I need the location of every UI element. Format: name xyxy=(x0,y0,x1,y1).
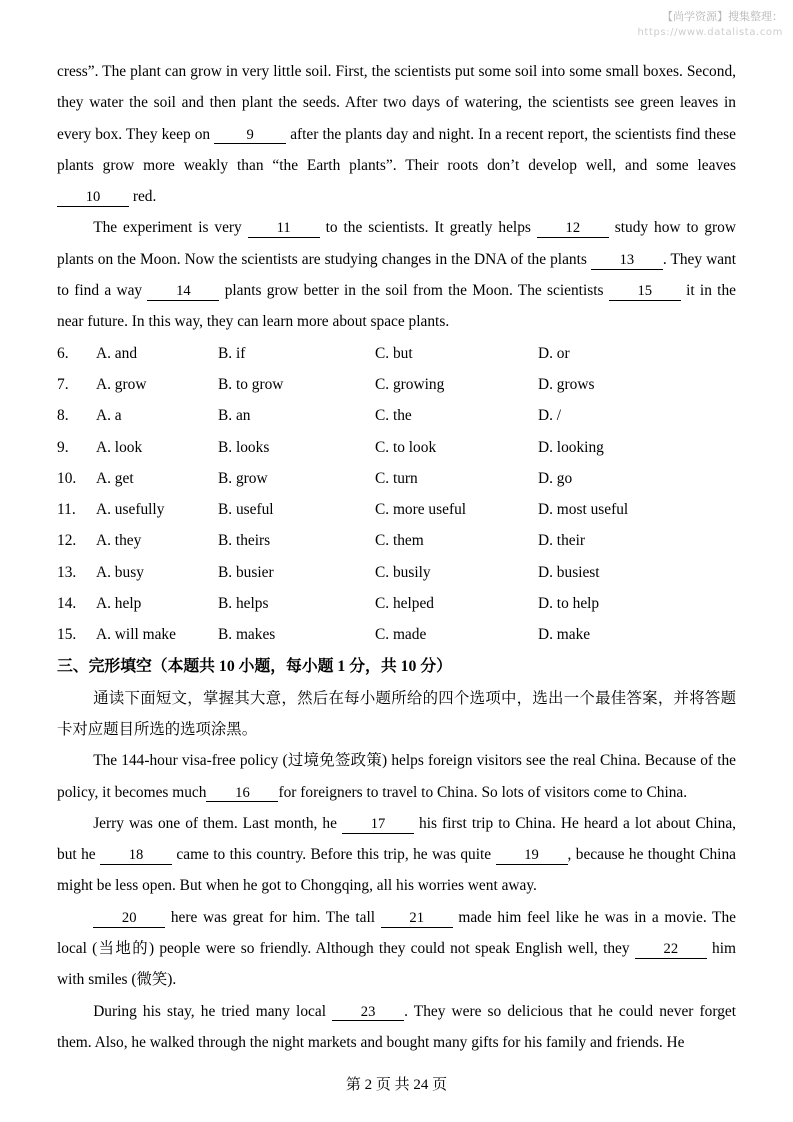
cloze-blank-19: 19 xyxy=(496,847,568,865)
question-number: 15. xyxy=(57,626,77,644)
text-run: him with smiles (微笑). xyxy=(57,940,736,989)
option-d: D. to help xyxy=(538,595,600,613)
cloze-blank-21: 21 xyxy=(381,910,453,928)
option-c: C. but xyxy=(375,344,413,362)
option-a xyxy=(57,619,218,650)
question-row-15 xyxy=(57,619,736,650)
page-content xyxy=(57,56,736,1058)
text-run: The experiment is very xyxy=(93,219,248,237)
question-number: 9. xyxy=(57,438,69,456)
question-row-6 xyxy=(57,338,736,369)
cloze-blank-20: 20 xyxy=(93,910,165,928)
option-a xyxy=(57,369,218,400)
cloze-blank-17: 17 xyxy=(342,816,414,834)
watermark-source-text: 【尚学资源】搜集整理： xyxy=(662,10,783,23)
option-label: A. help xyxy=(96,595,142,613)
option-c: C. the xyxy=(375,407,412,425)
option-d: D. grows xyxy=(538,375,595,393)
option-c: C. growing xyxy=(375,375,445,393)
option-label: A. usefully xyxy=(96,501,165,519)
passage-paragraph xyxy=(57,212,736,337)
cloze-blank-18: 18 xyxy=(100,847,172,865)
text-run: study how to grow plants on the Moon. Now the scientists are studying changes in the DNA of the plants xyxy=(57,219,736,268)
passage-paragraph xyxy=(57,996,736,1059)
watermark-url-text: https://www.datalista.com xyxy=(637,27,783,39)
cloze-blank-15: 15 xyxy=(609,283,681,301)
option-b: B. looks xyxy=(218,438,270,456)
option-a xyxy=(57,588,218,619)
text-run: Jerry was one of them. Last month, he xyxy=(93,814,342,832)
option-a xyxy=(57,463,218,494)
option-a xyxy=(57,525,218,556)
option-d: D. most useful xyxy=(538,501,629,519)
question-options-list xyxy=(57,338,736,651)
section-heading: 三、完形填空（本题共 10 小题，每小题 1 分，共 10 分） xyxy=(57,657,452,675)
cloze-blank-13: 13 xyxy=(591,252,663,270)
question-row-7 xyxy=(57,369,736,400)
option-c: C. to look xyxy=(375,438,437,456)
option-label: A. a xyxy=(96,407,122,425)
page-number-footer: 第 2 页 共 24 页 xyxy=(345,1077,448,1093)
passage-paragraph xyxy=(57,56,736,212)
passage-cress-experiment xyxy=(57,56,736,338)
question-row-12 xyxy=(57,525,736,556)
option-b: B. useful xyxy=(218,501,274,519)
option-label: A. get xyxy=(96,469,134,487)
question-row-11 xyxy=(57,494,736,525)
text-run: to the scientists. It greatly helps xyxy=(319,219,537,237)
option-b: B. theirs xyxy=(218,532,271,550)
text-run: . They want to find a way xyxy=(57,250,736,300)
option-label: A. busy xyxy=(96,563,144,581)
passage-paragraph xyxy=(57,745,736,808)
option-a xyxy=(57,494,218,525)
question-row-13 xyxy=(57,557,736,588)
text-run: here was great for him. The tall xyxy=(165,908,381,926)
option-d: D. go xyxy=(538,469,573,487)
option-a xyxy=(57,432,218,463)
text-run: red. xyxy=(129,188,157,206)
question-row-8 xyxy=(57,400,736,431)
option-c: C. made xyxy=(375,626,427,644)
question-row-14 xyxy=(57,588,736,619)
option-d: D. their xyxy=(538,532,586,550)
cloze-blank-12: 12 xyxy=(537,220,609,238)
passage-paragraph xyxy=(57,808,736,902)
option-label: A. look xyxy=(96,438,143,456)
passage-visa-free-policy xyxy=(57,745,736,1058)
cloze-blank-14: 14 xyxy=(147,283,219,301)
cloze-blank-16: 16 xyxy=(206,785,278,803)
cloze-blank-22: 22 xyxy=(635,941,707,959)
option-b: B. an xyxy=(218,407,251,425)
option-d: D. or xyxy=(538,344,570,362)
option-b: B. busier xyxy=(218,563,274,581)
text-run: plants grow better in the soil from the Moon. The scientists xyxy=(219,282,609,300)
option-c: C. turn xyxy=(375,469,418,487)
question-number: 8. xyxy=(57,407,69,425)
option-label: A. will make xyxy=(96,626,176,644)
text-run: after the plants day and night. In a recent report, the scientists find these plants grow more weakly than “the Earth plants”. Their roots don’t develop well, and some leaves xyxy=(57,125,737,174)
option-d: D. looking xyxy=(538,438,604,456)
option-b: B. if xyxy=(218,344,246,362)
section-instruction: 通读下面短文，掌握其大意，然后在每小题所给的四个选项中，选出一个最佳答案，并将答题卡对应题目所选的选项涂黑。 xyxy=(57,689,736,738)
option-c: C. helped xyxy=(375,595,434,613)
text-run: The 144-hour visa-free policy (过境免签政策) helps foreign visitors see the real China. Because of the policy, it becomes much xyxy=(57,752,736,801)
option-d: D. make xyxy=(538,626,591,644)
cloze-blank-23: 23 xyxy=(332,1004,404,1022)
question-number: 7. xyxy=(57,375,69,393)
text-run: . They were so delicious that he could never forget them. Also, he walked through the night markets and bought many gifts for his family and friends. He xyxy=(57,1002,737,1051)
option-label: A. grow xyxy=(96,375,147,393)
cloze-blank-10: 10 xyxy=(57,189,129,207)
option-b: B. to grow xyxy=(218,375,284,393)
question-number: 14. xyxy=(57,595,77,613)
option-c: C. them xyxy=(375,532,424,550)
option-b: B. makes xyxy=(218,626,276,644)
question-row-9 xyxy=(57,432,736,463)
option-a xyxy=(57,400,218,431)
text-run: for foreigners to travel to China. So lots of visitors come to China. xyxy=(278,783,688,801)
text-run: , because he thought China might be less open. But when he got to Chongqing, all his worries went away. xyxy=(57,846,736,895)
text-run: made him feel like he was in a movie. The local (当地的) people were so friendly. Although they could not speak English well, they xyxy=(57,908,736,958)
question-number: 10. xyxy=(57,469,77,487)
option-a xyxy=(57,338,218,369)
question-number: 12. xyxy=(57,532,77,550)
text-run: his first trip to China. He heard a lot about China, but he xyxy=(57,814,736,864)
option-d: D. / xyxy=(538,407,562,425)
watermark xyxy=(637,8,783,41)
question-number: 11. xyxy=(57,501,76,519)
question-number: 13. xyxy=(57,563,77,581)
cloze-blank-11: 11 xyxy=(248,220,320,238)
text-run: During his stay, he tried many local xyxy=(93,1002,333,1020)
option-c: C. busily xyxy=(375,563,431,581)
option-label: A. and xyxy=(96,344,138,362)
cloze-blank-9: 9 xyxy=(214,127,286,145)
option-b: B. grow xyxy=(218,469,268,487)
option-b: B. helps xyxy=(218,595,269,613)
option-label: A. they xyxy=(96,532,142,550)
text-run: it in the near future. In this way, they can learn more about space plants. xyxy=(57,282,736,331)
question-number: 6. xyxy=(57,344,69,362)
passage-paragraph xyxy=(57,902,736,996)
option-c: C. more useful xyxy=(375,501,467,519)
text-run: cress”. The plant can grow in very little soil. First, the scientists put some soil into some small boxes. Second, they water the soil and then plant the seeds. After two days of watering, the scientists see green leaves in every box. They keep on xyxy=(57,63,736,143)
option-a xyxy=(57,557,218,588)
option-d: D. busiest xyxy=(538,563,600,581)
text-run: came to this country. Before this trip, he was quite xyxy=(172,846,496,864)
question-row-10 xyxy=(57,463,736,494)
